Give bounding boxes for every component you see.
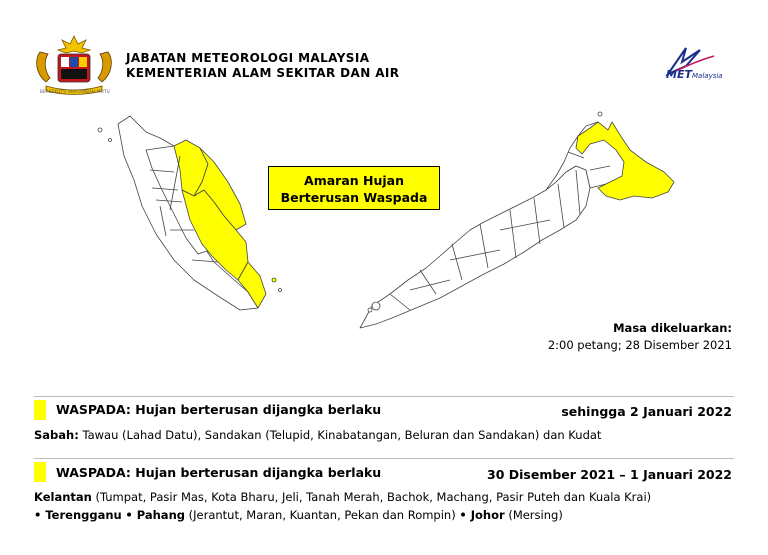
met-malaysia-logo: [656, 44, 736, 84]
warning-2-title: [56, 465, 381, 480]
warning-1-state: Sabah:: [34, 428, 79, 442]
warning-level-marker: [34, 400, 46, 420]
ministry-name: KEMENTERIAN ALAM SEKITAR DAN AIR: [126, 66, 400, 80]
crest-motto: BERSEKUTU BERTAMBAH MUTU: [40, 89, 110, 94]
warning-2-kelantan-districts: (Tumpat, Pasir Mas, Kota Bharu, Jeli, Tanah Merah, Bachok, Machang, Pasir Puteh dan Kuala Krai): [91, 490, 652, 504]
malaysia-warning-map: [90, 110, 690, 330]
warning-2-pahang-districts: (Jerantut, Maran, Kuantan, Pekan dan Rompin): [185, 508, 460, 522]
issued-value: 2:00 petang; 28 Disember 2021: [547, 338, 732, 352]
warning-2-johor-districts: (Mersing): [504, 508, 563, 522]
warning-2-desc: Hujan berterusan dijangka berlaku: [130, 465, 382, 480]
issued-label: Masa dikeluarkan:: [613, 321, 732, 335]
met-logo-subtext: Malaysia: [692, 72, 723, 80]
issued-time: [548, 320, 732, 354]
warning-legend-box: [268, 166, 440, 210]
peninsular-malaysia: [98, 116, 282, 310]
legend-title-line2: Berterusan Waspada: [280, 190, 428, 205]
warning-2-state-terengganu: • Terengganu: [34, 508, 122, 522]
warning-1-district-list: Tawau (Lahad Datu), Sandakan (Telupid, Kinabatangan, Beluran dan Sandakan) dan Kudat: [78, 428, 602, 442]
warning-1-areas: [34, 426, 744, 444]
legend-title-line1: Amaran Hujan: [304, 173, 404, 188]
warning-2-state-kelantan: Kelantan: [34, 490, 92, 504]
warning-2-period: 30 Disember 2021 – 1 Januari 2022: [487, 467, 732, 482]
warning-2-level: WASPADA:: [56, 465, 131, 480]
met-logo-text: MET: [666, 68, 692, 81]
malaysia-coat-of-arms-icon: [32, 34, 116, 96]
warning-1-level: WASPADA:: [56, 402, 131, 417]
east-malaysia: [360, 112, 674, 328]
warning-1-desc: Hujan berterusan dijangka berlaku: [130, 402, 382, 417]
warning-2-state-johor: • Johor: [459, 508, 505, 522]
warning-1-period: sehingga 2 Januari 2022: [561, 404, 732, 419]
warning-2-state-pahang: • Pahang: [125, 508, 185, 522]
agency-name: JABATAN METEOROLOGI MALAYSIA: [126, 51, 370, 65]
warning-level-marker: [34, 462, 46, 482]
divider-line: [34, 458, 734, 459]
warning-2-areas: [34, 488, 744, 524]
warning-1-title: [56, 402, 381, 417]
agency-header: [126, 51, 399, 81]
divider-line: [34, 396, 734, 397]
